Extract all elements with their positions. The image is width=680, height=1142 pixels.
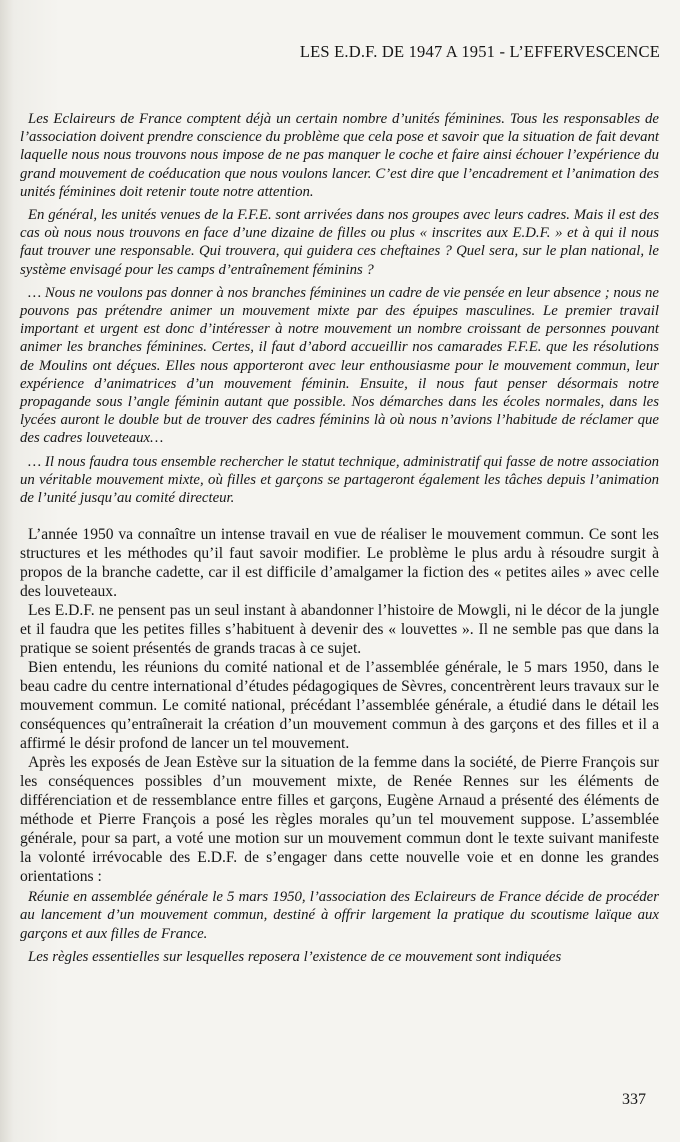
quote-paragraph-3: … Nous ne voulons pas donner à nos branches féminines un cadre de vie pensée en leur absence ; nous ne pouvons pas prétendre animer un mouvement mixte par des épuipes masculines. Le premier travail important et urgent est donc d’intéresser à notre mouvement un nombre croissant de personnes pouvant animer les branches féminines. Certes, il faut d’abord accueillir nos camarades F.F.E. que les résolutions de Moulins ont déçues. Elles nous apporteront avec leur enthousiasme pour le mouvement commun, leur expérience d’animatrices d’un mouvement féminin. Ensuite, il nous faut penser désormais notre propagande sous l’angle féminin autant que possible. Nos démarches dans les écoles normales, dans les lycées auront le double but de trouver des cadres féminins là où nous n’avions l’habitude de réclamer que des cadres louveteaux… xyxy=(20,284,659,447)
body-text xyxy=(20,110,659,966)
quote-paragraph-1: Les Eclaireurs de France comptent déjà un certain nombre d’unités féminines. Tous les responsables de l’association doivent prendre conscience du problème que cela pose et savoir que la situation de fait devant laquelle nous nous trouvons nous impose de ne pas manquer le coche et faire ainsi échouer l’expérience du grand mouvement de coéducation que nous voulons lancer. C’est dire que l’encadrement et l’animation des unités féminines doit retenir toute notre attention. xyxy=(20,111,659,200)
paragraph-mowgli: Les E.D.F. ne pensent pas un seul instant à abandonner l’histoire de Mowgli, ni le décor de la jungle et il faudra que les petites filles s’habituent à devenir des « louvettes ». Il ne semble pas que dans la pratique se soient présentés de grands tracas à ce sujet. xyxy=(20,602,659,658)
page-number: 337 xyxy=(622,1091,646,1108)
quote-paragraph-2: En général, les unités venues de la F.F.E. sont arrivées dans nos groupes avec leurs cadres. Mais il est des cas où nous nous trouvons en face d’une dizaine de filles ou plus « inscrites aux E.D.F. » et à qui il nous faut trouver une responsable. Qui trouvera, qui guidera ces cheftaines ? Quel sera, sur le plan national, le système envisagé pour les camps d’entraînement féminins ? xyxy=(20,207,659,278)
running-title: LES E.D.F. DE 1947 A 1951 - L’EFFERVESCENCE xyxy=(299,42,660,61)
paragraph-reunions: Bien entendu, les réunions du comité national et de l’assemblée générale, le 5 mars 1950, dans le beau cadre du centre international d’études pédagogiques de Sèvres, concentrèrent leurs travaux sur le mouvement commun. Le comité national, précédant l’assemblée générale, a étudié dans le détail les conséquences qu’entraînerait la création d’un mouvement commun à des garçons et des filles et il a affirmé le désir profond de lancer un tel mouvement. xyxy=(20,659,659,753)
quote-motion: Réunie en assemblée générale le 5 mars 1950, l’association des Eclaireurs de France décide de procéder au lancement d’un mouvement commun, destiné à offrir largement la pratique du scoutisme laïque aux garçons et aux filles de France. xyxy=(20,889,659,942)
paragraph-annee-1950: L’année 1950 va connaître un intense travail en vue de réaliser le mouvement commun. Ce sont les structures et les méthodes qu’il faut savoir modifier. Le problème le plus ardu à résoudre surgit à propos de la branche cadette, car il est difficile d’amalgamer la fiction des « petites ailes » avec celle des louveteaux. xyxy=(20,526,659,601)
quote-paragraph-4: … Il nous faudra tous ensemble rechercher le statut technique, administratif qui fasse de notre association un véritable mouvement mixte, où filles et garçons se partageront également les tâches depuis l’animation de l’unité jusqu’au comité directeur. xyxy=(20,453,659,507)
quote-regles: Les règles essentielles sur lesquelles reposera l’existence de ce mouvement sont indiquées xyxy=(28,948,562,965)
paragraph-exposes: Après les exposés de Jean Estève sur la situation de la femme dans la société, de Pierre François sur les conséquences possibles d’un mouvement mixte, de Renée Rennes sur les éléments de différenciation et de ressemblance entre filles et garçons, Eugène Arnaud a présenté des éléments de méthode et Pierre François a posé les règles morales qu’un tel mouvement suppose. L’assemblée générale, pour sa part, a voté une motion sur un mouvement commun dont le texte suivant manifeste la volonté irrévocable des E.D.F. de s’engager dans cette nouvelle voie et en donne les grandes orientations : xyxy=(20,754,659,886)
